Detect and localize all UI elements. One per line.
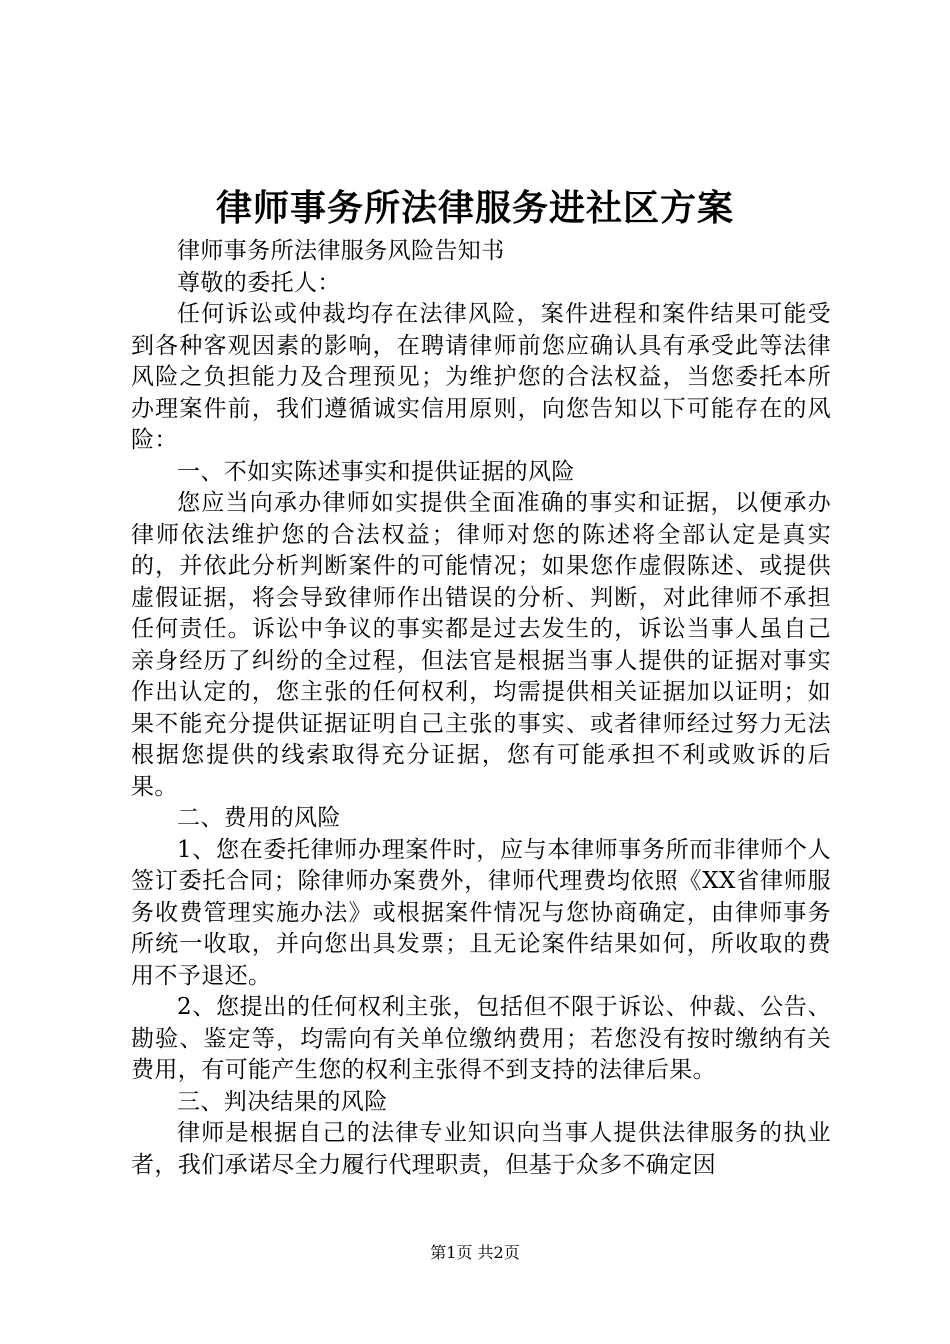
document-body <box>131 236 831 1181</box>
paragraph-section-2-item-2: 2、您提出的任何权利主张，包括但不限于诉讼、仲裁、公告、勘验、鉴定等，均需向有关单位缴纳费用；若您没有按时缴纳有关费用，有可能产生您的权利主张得不到支持的法律后果。 <box>131 994 831 1083</box>
paragraph-salutation: 尊敬的委托人： <box>177 269 341 296</box>
paragraph-section-2-item-1: 1、您在委托律师办理案件时，应与本律师事务所而非律师个人签订委托合同；除律师办案费外，律师代理费均依照《XX省律师服务收费管理实施办法》或根据案件情况与您协商确定，由律师事务所统一收取，并向您出具发票；且无论案件结果如何，所收取的费用不予退还。 <box>131 836 831 989</box>
paragraph-intro: 任何诉讼或仲裁均存在法律风险，案件进程和案件结果可能受到各种客观因素的影响，在聘请律师前您应确认具有承受此等法律风险之负担能力及合理预见；为维护您的合法权益，当您委托本所办理案件前，我们遵循诚实信用原则，向您告知以下可能存在的风险： <box>131 301 831 453</box>
paragraph-section-3: 律师是根据自己的法律专业知识向当事人提供法律服务的执业者，我们承诺尽全力履行代理职责，但基于众多不确定因 <box>131 1120 831 1178</box>
section-heading-1: 一、不如实陈述事实和提供证据的风险 <box>177 458 575 485</box>
document-title: 律师事务所法律服务进社区方案 <box>215 188 734 229</box>
paragraph-section-1: 您应当向承办律师如实提供全面准确的事实和证据，以便承办律师依法维护您的合法权益；律师对您的陈述将全部认定是真实的，并依此分析判断案件的可能情况；如果您作虚假陈述、或提供虚假证据，将会导致律师作出错误的分析、判断，对此律师不承担任何责任。诉讼中争议的事实都是过去发生的，诉讼当事人虽自己亲身经历了纠纷的全过程，但法官是根据当事人提供的证据对事实作出认定的，您主张的任何权利，均需提供相关证据加以证明；如果不能充分提供证据证明自己主张的事实、或者律师经过努力无法根据您提供的线索取得充分证据，您有可能承担不利或败诉的后果。 <box>131 490 831 800</box>
section-heading-3: 三、判决结果的风险 <box>177 1088 388 1115</box>
page-footer: 第1页 共2页 <box>430 1243 520 1262</box>
section-heading-2: 二、费用的风险 <box>177 805 341 831</box>
paragraph-notice-heading: 律师事务所法律服务风险告知书 <box>177 238 505 264</box>
